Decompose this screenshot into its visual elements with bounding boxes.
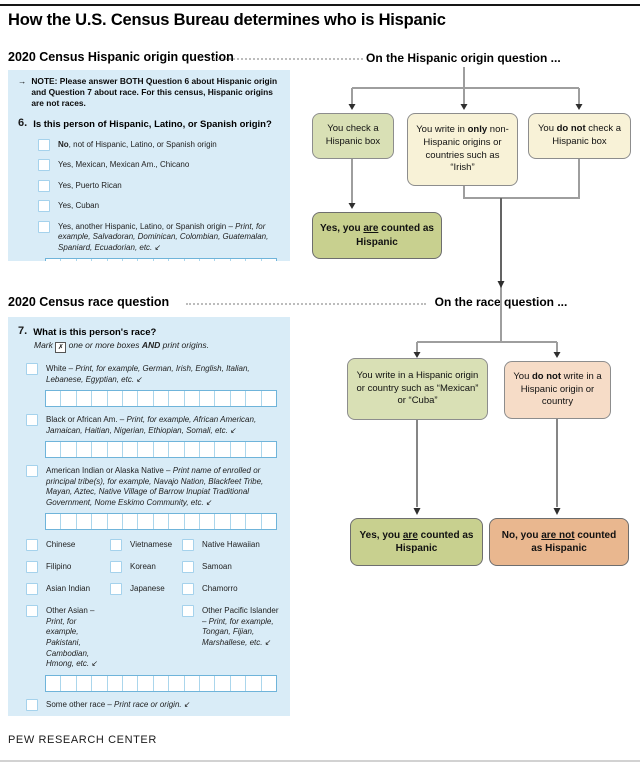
write-in-cell[interactable] — [185, 391, 200, 406]
question-text: What is this person's race? — [33, 327, 157, 338]
flow-box-writein-hispanic — [347, 358, 488, 420]
write-in-cell[interactable] — [108, 676, 123, 691]
bottom-rule — [0, 760, 640, 762]
checkbox-white[interactable] — [26, 363, 38, 375]
write-in-cell[interactable] — [262, 442, 276, 457]
race-item-label: Chinese — [46, 540, 76, 550]
flow-box-label: You do not check a Hispanic box — [537, 123, 622, 147]
race-item-aian — [26, 465, 280, 508]
checkbox-some-other[interactable] — [26, 699, 38, 711]
race-item-label: Chamorro — [202, 584, 238, 594]
race-item-label: Filipino — [46, 562, 72, 572]
write-in-cell[interactable] — [123, 442, 138, 457]
note-arrow-icon: → — [18, 76, 27, 86]
race-item-label: Some other race – Print race or origin. ↙ — [46, 699, 191, 709]
option-yes-cuban — [38, 200, 280, 212]
flow-box-label: You do not write in a Hispanic origin or country — [513, 370, 602, 408]
dotted-leader-2 — [186, 303, 426, 305]
option-label: Yes, Cuban — [58, 201, 100, 211]
flow-box-label: Yes, you are counted as Hispanic — [320, 223, 434, 248]
write-in-cell[interactable] — [46, 676, 61, 691]
write-in-boxes-asian-pacific[interactable] — [45, 675, 277, 692]
checkbox-asian-indian[interactable] — [26, 583, 38, 595]
write-in-cell[interactable] — [138, 442, 153, 457]
write-in-cell[interactable] — [231, 676, 246, 691]
write-in-boxes-aian[interactable] — [45, 513, 277, 530]
flow-box-no-writein — [504, 361, 611, 419]
write-in-cell[interactable] — [77, 442, 92, 457]
write-in-cell[interactable] — [231, 391, 246, 406]
write-in-cell[interactable] — [231, 442, 246, 457]
write-in-cell[interactable] — [200, 676, 215, 691]
write-in-cell[interactable] — [185, 676, 200, 691]
write-in-cell[interactable] — [61, 442, 76, 457]
question-text: Is this person of Hispanic, Latino, or Spanish origin? — [33, 118, 272, 130]
write-in-cell[interactable] — [138, 514, 153, 529]
write-in-cell[interactable] — [108, 391, 123, 406]
checkbox-yes-mexican[interactable] — [38, 159, 50, 171]
note-text: NOTE: Please answer BOTH Question 6 about Hispanic origin and Question 7 about race. For this census, Hispanic origins are not races. — [31, 76, 278, 108]
race-item-chamorro — [182, 583, 280, 595]
write-in-cell[interactable] — [77, 514, 92, 529]
write-in-cell[interactable] — [215, 391, 230, 406]
question-number: 7. — [18, 325, 28, 337]
race-item-label: Native Hawaiian — [202, 540, 260, 550]
write-in-boxes-hispanic[interactable] — [45, 258, 277, 261]
write-in-cell[interactable] — [138, 391, 153, 406]
hispanic-section-header: 2020 Census Hispanic origin question — [8, 50, 234, 64]
write-in-cell[interactable] — [123, 514, 138, 529]
write-in-cell[interactable] — [169, 391, 184, 406]
write-in-cell[interactable] — [246, 391, 261, 406]
race-item-label: Japanese — [130, 584, 165, 594]
flow-box-label: No, you are not counted as Hispanic — [501, 529, 617, 554]
write-in-cell[interactable] — [138, 676, 153, 691]
race-item-vietnamese — [110, 539, 182, 551]
write-in-cell[interactable] — [262, 259, 276, 261]
option-yes-other-hispanic — [38, 221, 280, 254]
write-in-cell[interactable] — [231, 514, 246, 529]
race-item-korean — [110, 561, 182, 573]
write-in-cell[interactable] — [215, 442, 230, 457]
flow-result-counted-2 — [350, 518, 483, 566]
write-in-cell[interactable] — [200, 442, 215, 457]
flow-box-label: You check a Hispanic box — [325, 123, 381, 147]
checkbox-yes-cuban[interactable] — [38, 200, 50, 212]
write-in-cell[interactable] — [46, 259, 61, 261]
write-in-cell[interactable] — [108, 259, 123, 261]
race-item-other-asian — [26, 605, 110, 669]
checkbox-other-pacific[interactable] — [182, 605, 194, 617]
write-in-cell[interactable] — [61, 676, 76, 691]
checkbox-black[interactable] — [26, 414, 38, 426]
write-in-cell[interactable] — [215, 514, 230, 529]
write-in-cell[interactable] — [46, 514, 61, 529]
write-in-cell[interactable] — [92, 391, 107, 406]
checkbox-native-hawaiian[interactable] — [182, 539, 194, 551]
write-in-cell[interactable] — [215, 676, 230, 691]
write-in-cell[interactable] — [61, 514, 76, 529]
write-in-cell[interactable] — [246, 676, 261, 691]
race-item-japanese — [110, 583, 182, 595]
write-in-cell[interactable] — [92, 259, 107, 261]
race-item-label: Other Pacific Islander – Print, for example, Tongan, Fijian, Marshallese, etc. ↙ — [202, 606, 279, 648]
race-item-filipino — [26, 561, 110, 573]
write-in-cell[interactable] — [123, 391, 138, 406]
option-yes-mexican — [38, 159, 280, 171]
checkbox-korean[interactable] — [110, 561, 122, 573]
write-in-cell[interactable] — [154, 259, 169, 261]
write-in-cell[interactable] — [262, 514, 276, 529]
race-form — [8, 317, 290, 716]
write-in-cell[interactable] — [154, 676, 169, 691]
flow-result-not-counted — [489, 518, 629, 566]
flow-hispanic-header: On the Hispanic origin question ... — [366, 51, 561, 65]
write-in-cell[interactable] — [154, 442, 169, 457]
checkbox-yes-other-hispanic[interactable] — [38, 221, 50, 233]
option-label: Yes, another Hispanic, Latino, or Spanish origin – Print, for example, Salvadoran, Dominican, Colombian, Guatemalan, Spaniard, Ecuadorian, etc. ↙ — [58, 221, 269, 252]
pew-research-center-credit: PEW RESEARCH CENTER — [8, 734, 157, 746]
write-in-cell[interactable] — [77, 676, 92, 691]
option-yes-puerto-rican — [38, 180, 280, 192]
question-number: 6. — [18, 116, 28, 129]
race-item-native-hawaiian — [182, 539, 280, 551]
flow-race-header: On the race question ... — [434, 295, 568, 309]
checkbox-aian[interactable] — [26, 465, 38, 477]
hispanic-origin-form — [8, 70, 290, 261]
checkbox-chamorro[interactable] — [182, 583, 194, 595]
page-title: How the U.S. Census Bureau determines who is Hispanic — [8, 11, 446, 29]
write-in-cell[interactable] — [46, 442, 61, 457]
option-label: Yes, Puerto Rican — [58, 180, 122, 190]
write-in-cell[interactable] — [123, 259, 138, 261]
write-in-cell[interactable] — [169, 676, 184, 691]
race-item-label: Vietnamese — [130, 540, 173, 550]
flow-box-label: You write in a Hispanic origin or country such as “Mexican” or “Cuba” — [356, 369, 479, 407]
checkbox-yes-puerto-rican[interactable] — [38, 180, 50, 192]
write-in-cell[interactable] — [200, 514, 215, 529]
write-in-cell[interactable] — [154, 391, 169, 406]
checkbox-japanese[interactable] — [110, 583, 122, 595]
write-in-cell[interactable] — [77, 259, 92, 261]
write-in-cell[interactable] — [246, 442, 261, 457]
flow-result-counted-1 — [312, 212, 442, 259]
race-item-label: Samoan — [202, 562, 232, 572]
checkbox-samoan[interactable] — [182, 561, 194, 573]
race-item-label: Korean — [130, 562, 156, 572]
write-in-cell[interactable] — [231, 259, 246, 261]
write-in-boxes-black[interactable] — [45, 441, 277, 458]
write-in-cell[interactable] — [200, 391, 215, 406]
write-in-cell[interactable] — [108, 442, 123, 457]
write-in-cell[interactable] — [61, 259, 76, 261]
race-item-label: Other Asian – Print, for example, Pakistani, Cambodian, Hmong, etc. ↙ — [46, 606, 99, 669]
write-in-cell[interactable] — [262, 676, 276, 691]
write-in-cell[interactable] — [169, 259, 184, 261]
race-section-header: 2020 Census race question — [8, 295, 170, 309]
race-item-chinese — [26, 539, 110, 551]
checkbox-other-asian[interactable] — [26, 605, 38, 617]
option-label: No, not of Hispanic, Latino, or Spanish origin — [58, 139, 217, 149]
write-in-cell[interactable] — [215, 259, 230, 261]
grid-spacer — [110, 605, 182, 669]
flow-box-label: Yes, you are counted as Hispanic — [359, 529, 474, 554]
checkbox-no[interactable] — [38, 139, 50, 151]
write-in-cell[interactable] — [246, 259, 261, 261]
mark-instruction: Mark ✗ one or more boxes AND print origins. — [34, 340, 209, 351]
write-in-cell[interactable] — [92, 676, 107, 691]
form-note — [18, 76, 280, 109]
write-in-cell[interactable] — [262, 391, 276, 406]
flow-box-no-check — [528, 113, 631, 159]
write-in-cell[interactable] — [169, 514, 184, 529]
question-7 — [18, 325, 280, 338]
write-in-cell[interactable] — [92, 514, 107, 529]
question-6 — [18, 117, 280, 130]
write-in-cell[interactable] — [92, 442, 107, 457]
race-item-some-other — [26, 699, 280, 711]
checkbox-filipino[interactable] — [26, 561, 38, 573]
write-in-cell[interactable] — [46, 391, 61, 406]
race-item-label: White – Print, for example, German, Irish, English, Italian, Lebanese, Egyptian, etc. ↙ — [46, 364, 250, 384]
checkbox-vietnamese[interactable] — [110, 539, 122, 551]
write-in-cell[interactable] — [108, 514, 123, 529]
write-in-cell[interactable] — [200, 259, 215, 261]
race-item-label: Asian Indian — [46, 584, 91, 594]
race-item-asian-indian — [26, 583, 110, 595]
flow-box-check-hispanic — [312, 113, 394, 159]
write-in-cell[interactable] — [61, 391, 76, 406]
race-checkbox-grid — [26, 539, 280, 669]
write-in-cell[interactable] — [246, 514, 261, 529]
flow-box-writein-nonhispanic — [407, 113, 518, 186]
write-in-cell[interactable] — [185, 442, 200, 457]
write-in-cell[interactable] — [169, 442, 184, 457]
race-item-other-pacific — [182, 605, 280, 669]
write-in-cell[interactable] — [77, 391, 92, 406]
race-item-label: Black or African Am. – Print, for example, African American, Jamaican, Haitian, Nigerian, Ethiopian, Somali, etc. ↙ — [46, 415, 257, 435]
dotted-leader-1 — [213, 58, 363, 60]
race-item-black — [26, 414, 280, 436]
write-in-cell[interactable] — [185, 514, 200, 529]
write-in-cell[interactable] — [154, 514, 169, 529]
top-rule — [0, 4, 640, 6]
hispanic-options — [38, 139, 280, 254]
flow-box-label: You write in only non-Hispanic origins or countries such as “Irish” — [416, 123, 509, 174]
option-no — [38, 139, 280, 151]
write-in-cell[interactable] — [123, 676, 138, 691]
checkbox-chinese[interactable] — [26, 539, 38, 551]
write-in-cell[interactable] — [185, 259, 200, 261]
race-item-label: American Indian or Alaska Native – Print name of enrolled or principal tribe(s), for example, Navajo Nation, Blackfeet Tribe, Mayan, Aztec, Native Village of Barrow Inupiat Traditional Government, Nome Eskimo Community, etc. ↙ — [46, 466, 264, 507]
option-label: Yes, Mexican, Mexican Am., Chicano — [58, 160, 190, 170]
race-item-white — [26, 363, 280, 385]
write-in-cell[interactable] — [138, 259, 153, 261]
write-in-boxes-white[interactable] — [45, 390, 277, 407]
race-item-samoan — [182, 561, 280, 573]
